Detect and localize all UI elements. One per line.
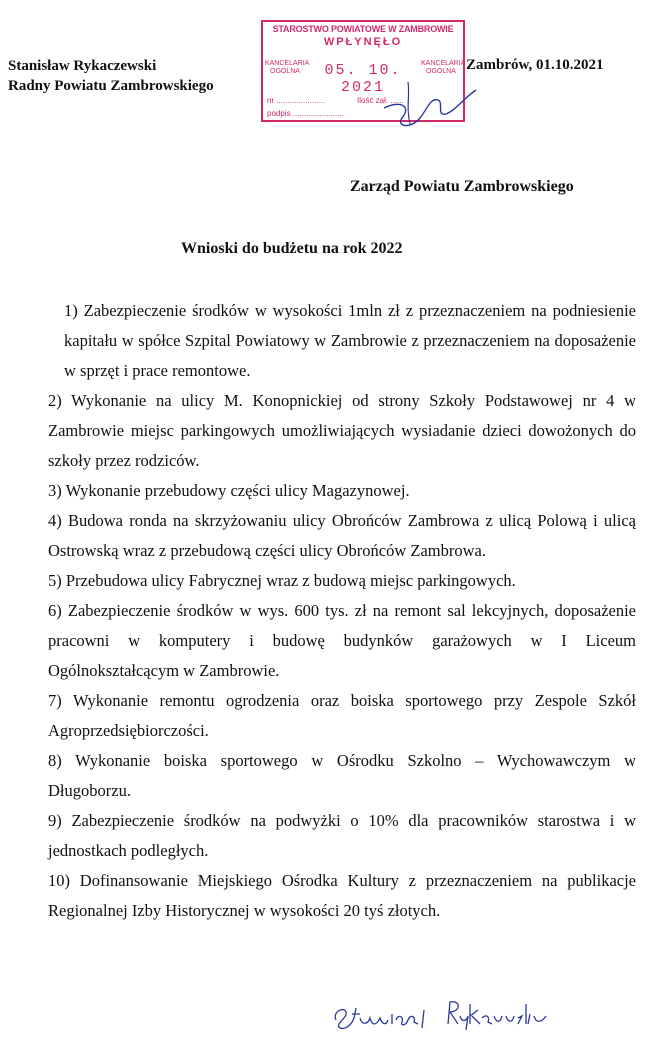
handwritten-signature [330, 994, 550, 1034]
document-title: Wnioski do budżetu na rok 2022 [181, 240, 403, 257]
list-item: 6) Zabezpieczenie środków w wys. 600 tys. zł na remont sal lekcyjnych, doposażenie pracowni w komputery i budowę budynków garażowych w I Liceum Ogólnokształcącym w Zambrowie. [48, 601, 636, 680]
stamp-nr: nr ...................... [267, 96, 326, 105]
stamp-ilosc: Ilość zał. ...... [357, 96, 404, 105]
stamp-date: 05. 10. 2021 [324, 62, 402, 96]
list-item: 5) Przebudowa ulicy Fabrycznej wraz z budową miejsc parkingowych. [48, 571, 516, 590]
list-item: 4) Budowa ronda na skrzyżowaniu ulicy Obrońców Zambrowa z ulicą Polową i ulicą Ostrowską wraz z przebudową części ulicy Obrońców Zambrowa. [48, 511, 636, 560]
stamp-left-label: KANCELARIA OGÓLNA [265, 60, 310, 75]
list-item: 7) Wykonanie remontu ogrodzenia oraz boiska sportowego przy Zespole Szkół Agroprzedsiębiorczości. [48, 691, 636, 740]
list-item: 8) Wykonanie boiska sportowego w Ośrodku Szkolno – Wychowawczym w Długoborzu. [48, 751, 636, 800]
sender-block [8, 56, 214, 96]
list-item: 1) Zabezpieczenie środków w wysokości 1mln zł z przeznaczeniem na podniesienie kapitału w spółce Szpital Powiatowy w Zambrowie z przeznaczeniem na doposażenie w sprzęt i prace remontowe. [64, 301, 636, 380]
stamp-right-label: KANCELARIA OGÓLNA [421, 60, 466, 75]
stamp-handwritten-initials [380, 78, 480, 138]
recipient: Zarząd Powiatu Zambrowskiego [350, 178, 574, 195]
sender-name: Stanisław Rykaczewski [8, 58, 157, 74]
proposal-list [48, 296, 636, 926]
list-item: 2) Wykonanie na ulicy M. Konopnickiej od strony Szkoły Podstawowej nr 4 w Zambrowie miejsc parkingowych umożliwiających wysiadanie dzieci dowożonych do szkoły przez rodziców. [48, 391, 636, 470]
sender-role: Radny Powiatu Zambrowskiego [8, 78, 214, 94]
stamp-podpis: podpis ....................... [267, 109, 344, 118]
list-item: 9) Zabezpieczenie środków na podwyżki o 10% dla pracowników starostwa i w jednostkach podległych. [48, 811, 636, 860]
stamp-received: WPŁYNĘŁO [323, 36, 403, 48]
list-item: 10) Dofinansowanie Miejskiego Ośrodka Kultury z przeznaczeniem na publikacje Regionalnej Izby Historycznej w wysokości 20 tyś złotych. [48, 871, 636, 920]
stamp-office: STAROSTWO POWIATOWE W ZAMBROWIE [272, 24, 454, 34]
list-item: 3) Wykonanie przebudowy części ulicy Magazynowej. [48, 481, 410, 500]
place-and-date: Zambrów, 01.10.2021 [466, 57, 604, 73]
